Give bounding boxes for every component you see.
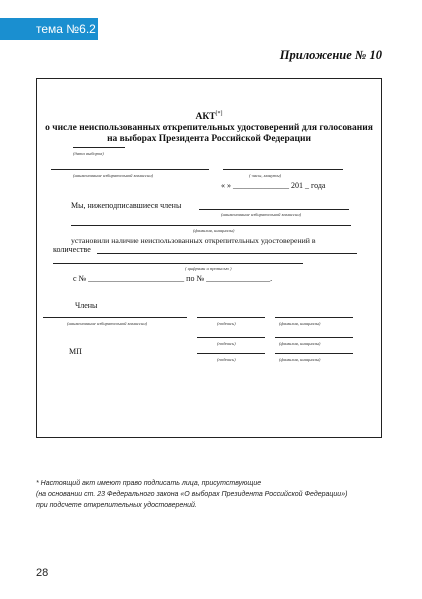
members-text: Мы, нижеподписавшиеся члены bbox=[71, 201, 182, 210]
date-of-election-line[interactable] bbox=[73, 147, 125, 148]
title-word: АКТ bbox=[195, 112, 216, 123]
hint-digits: ( цифрами и прописью ) bbox=[185, 266, 232, 271]
signature-line-3[interactable] bbox=[197, 353, 265, 354]
hint-signature-3: (подпись) bbox=[217, 357, 236, 362]
title-line-2: на выборах Президента Российской Федерации bbox=[107, 134, 311, 145]
footnote-line-1: * Настоящий акт имеют право подписать лица, присутствующие bbox=[36, 480, 262, 487]
members-label: Члены bbox=[75, 301, 98, 310]
hint-fio-sign-2: (фамилия, инициалы) bbox=[279, 341, 321, 346]
hint-fio-sign-1: (фамилия, инициалы) bbox=[279, 321, 321, 326]
footnote bbox=[36, 478, 396, 511]
fio-line[interactable] bbox=[71, 225, 351, 226]
topic-tab: тема №6.2 bbox=[0, 18, 98, 40]
signature-line-2[interactable] bbox=[197, 337, 265, 338]
signature-line-1[interactable] bbox=[197, 317, 265, 318]
quantity-line[interactable] bbox=[97, 253, 357, 254]
established-line-2: количестве bbox=[53, 245, 91, 254]
number-range-line: с № ________________________ по № ________________. bbox=[73, 274, 273, 283]
quantity-line-2[interactable] bbox=[53, 263, 303, 264]
fio-sign-line-1[interactable] bbox=[275, 317, 353, 318]
page-number: 28 bbox=[36, 567, 49, 579]
members-commission-line[interactable] bbox=[199, 209, 349, 210]
commission-name-line[interactable] bbox=[51, 169, 209, 170]
hint-commission-3: (наименование избирательной комиссии) bbox=[67, 321, 148, 326]
title-line-1: о числе неиспользованных открепительных удостоверений для голосования bbox=[45, 123, 373, 134]
hint-signature-2: (подпись) bbox=[217, 341, 236, 346]
established-line-1: установили наличие неиспользованных открепительных удостоверений в bbox=[71, 236, 316, 245]
time-line[interactable] bbox=[223, 169, 343, 170]
hint-commission: (наименование избирательной комиссии) bbox=[73, 173, 154, 178]
hint-fio-sign-3: (фамилия, инициалы) bbox=[279, 357, 321, 362]
footnote-line-3: при подсчете открепительных удостоверений. bbox=[36, 502, 197, 509]
act-form bbox=[36, 78, 382, 438]
fio-sign-line-2[interactable] bbox=[275, 337, 353, 338]
hint-date: (дата выборов) bbox=[73, 151, 104, 156]
hint-fio: (фамилия, инициалы) bbox=[193, 228, 235, 233]
footnote-line-2: (на основании ст. 23 Федерального закона «О выборах Президента Российской Федерации») bbox=[36, 491, 348, 498]
fio-sign-line-3[interactable] bbox=[275, 353, 353, 354]
hint-time: ( часы, минуты) bbox=[249, 173, 282, 178]
sign-commission-line[interactable] bbox=[43, 317, 187, 318]
form-title bbox=[37, 109, 381, 145]
mp-label: МП bbox=[69, 347, 82, 356]
date-line: « » ______________ 201 _ года bbox=[221, 181, 326, 190]
appendix-title: Приложение № 10 bbox=[279, 48, 382, 62]
hint-signature-1: (подпись) bbox=[217, 321, 236, 326]
hint-commission-2: (наименование избирательной комиссии) bbox=[221, 212, 302, 217]
footnote-mark: [*] bbox=[215, 111, 223, 117]
